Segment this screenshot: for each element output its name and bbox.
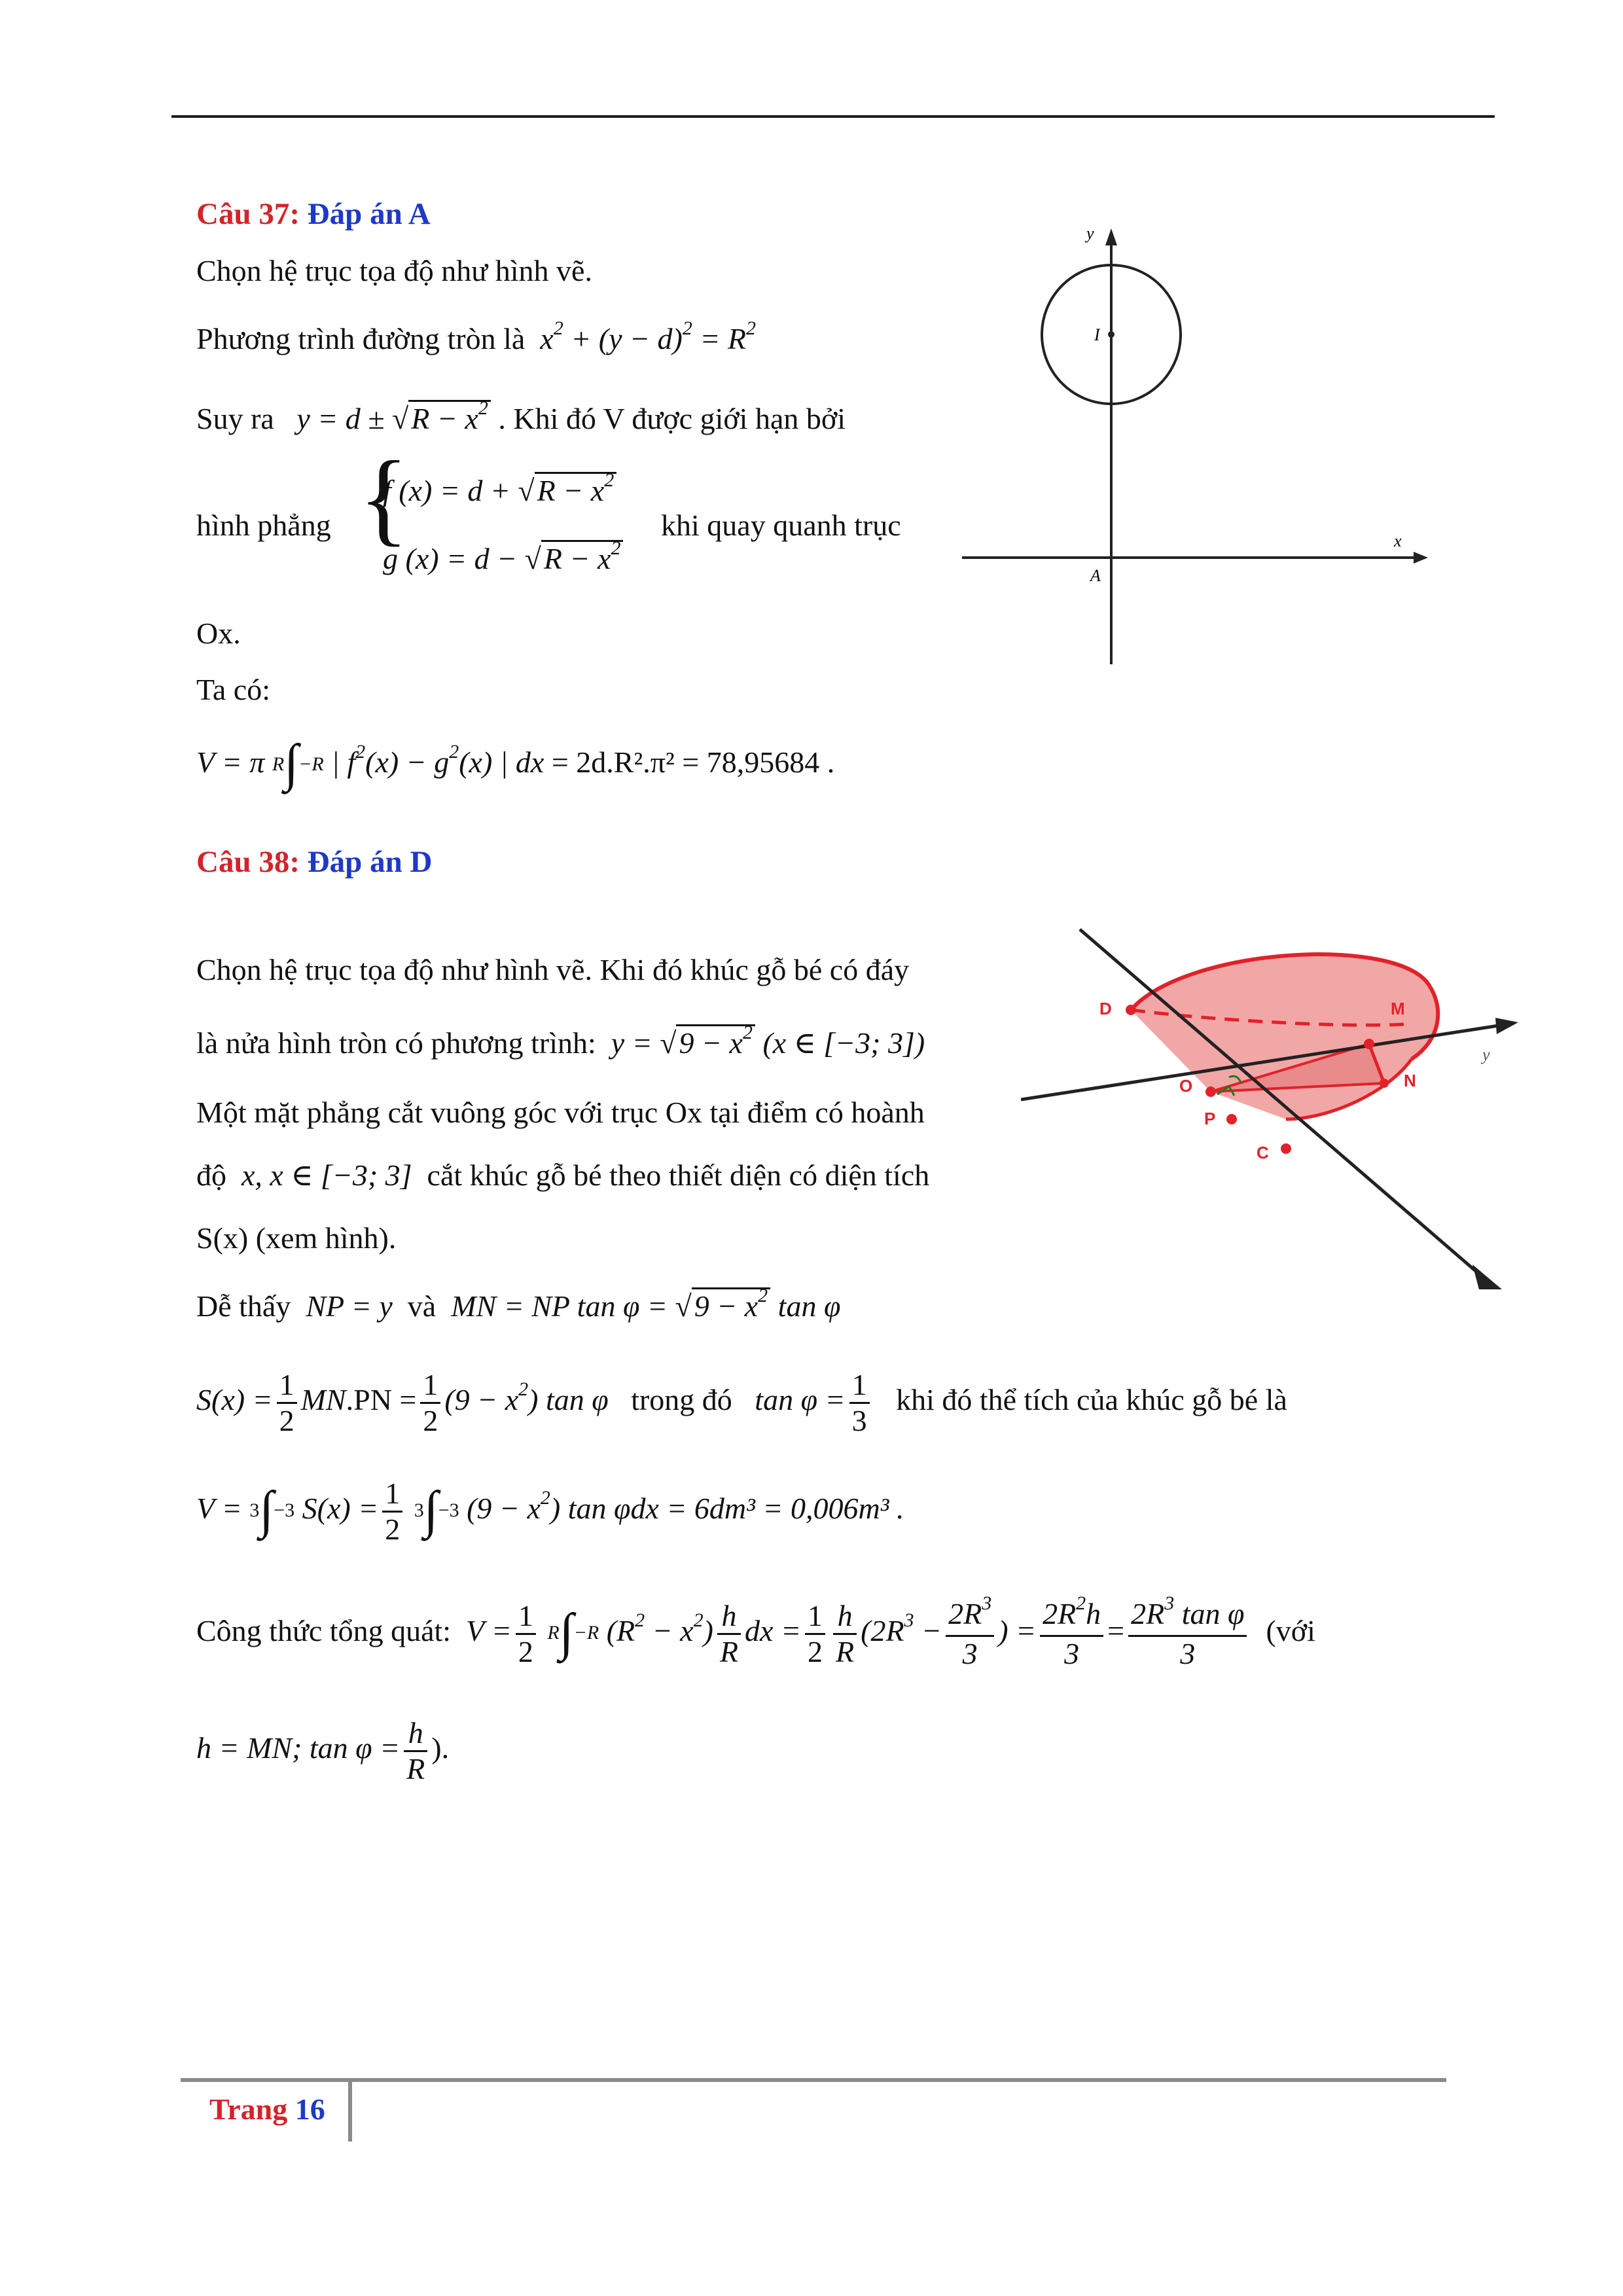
footer-label: Trang <box>209 2092 288 2126</box>
q37-line4-suffix: khi quay quanh trục <box>661 509 901 542</box>
q37-x-arrow-icon <box>1414 552 1428 564</box>
q38-general-formula: Công thức tổng quát: V = $\frac{1}{2}$ R∫−R $(R^2 - x^2)$ $\frac{h}{R}$ dx = $\frac{1}{2}$ $\frac{h}{R}$ ($2R^3$ − $\frac{2R^3}{3}$ ) = $\frac{2R^2h}{3}$ = $\frac{2R^3 \tan \varphi}{3}$ (với <box>196 1592 1315 1670</box>
q38-line9-suffix: (với <box>1266 1614 1315 1648</box>
q38-heading <box>196 844 432 880</box>
q37-heading-answer: Đáp án A <box>307 197 431 231</box>
q37-line3-suffix: . Khi đó V được giới hạn bởi <box>498 402 846 435</box>
q38-line3: Một mặt phẳng cắt vuông góc với trục Ox tại điểm có hoành <box>196 1096 925 1129</box>
q37-label-A: A <box>1090 566 1101 585</box>
q38-point-D <box>1126 1005 1136 1015</box>
q38-np-equation: NP = y <box>298 1289 401 1323</box>
q37-line3-prefix: Suy ra <box>196 402 274 435</box>
q38-label-D: D <box>1099 999 1112 1018</box>
q37-y-equation: $y = d \pm √R - x^2$ <box>281 400 491 435</box>
q38-heading-answer: Đáp án D <box>307 845 433 879</box>
q37-heading <box>196 196 431 232</box>
q37-line1: Chọn hệ trục tọa độ như hình vẽ. <box>196 254 592 287</box>
q38-y-arrow-icon <box>1495 1018 1518 1034</box>
q37-line3 <box>196 397 846 441</box>
q37-center-point <box>1108 331 1115 338</box>
q37-line2-text: Phương trình đường tròn là <box>196 322 526 355</box>
footer-page-number: 16 <box>294 2092 325 2126</box>
q38-line2 <box>196 1022 925 1066</box>
q38-semicircle-equation: $y = √9 - x^2$ (x ∈ [−3; 3]) <box>603 1022 925 1060</box>
q37-line6: Ta có: <box>196 673 271 706</box>
footer-rule <box>181 2078 1446 2082</box>
q38-line4 <box>196 1157 929 1194</box>
q37-line4-prefix: hình phẳng <box>196 509 331 542</box>
q37-label-y: y <box>1086 224 1094 243</box>
q38-line10: h = MN; tan φ = $\frac{h}{R}$ ). <box>196 1716 450 1785</box>
q38-line5: S(x) (xem hình). <box>196 1221 397 1255</box>
q37-coordinate-figure <box>962 219 1433 664</box>
q38-line4-suffix: cắt khúc gỗ bé theo thiết diện có diện tích <box>427 1158 930 1192</box>
q37-label-x: x <box>1394 531 1402 550</box>
q38-x-range: x, x ∈ [−3; 3] <box>234 1158 420 1192</box>
q38-volume-result: = 6dm³ = 0,006m³ . <box>666 1492 904 1526</box>
footer-divider <box>348 2081 352 2142</box>
q37-heading-number: Câu 37: <box>196 197 300 231</box>
q38-point-C <box>1281 1143 1291 1154</box>
q38-label-C: C <box>1257 1143 1269 1162</box>
q38-label-P: P <box>1204 1109 1216 1128</box>
q37-g-equation: g $(x) = d - √R - x^2$ <box>383 541 623 581</box>
q38-heading-number: Câu 38: <box>196 845 300 879</box>
q38-line2-prefix: là nửa hình tròn có phương trình: <box>196 1026 596 1060</box>
q37-f-equation: f $(x) = d + √R - x^2$ <box>383 473 616 513</box>
q37-line5: Ox. <box>196 617 241 650</box>
q38-line6-prefix: Dễ thấy <box>196 1289 291 1323</box>
q37-volume-result: = 2d.R².π² = 78,95684 . <box>551 745 835 779</box>
q38-line9-prefix: Công thức tổng quát: <box>196 1614 452 1648</box>
q38-volume-formula: V = 3∫−3 S(x) = $\frac{1}{2}$ 3∫−3 $(9 - x^2)$ tan φdx = 6dm³ = 0,006m³ . <box>196 1477 904 1546</box>
q38-mn-equation: MN = NP $\tan \varphi = √9 - x^2$ tan φ <box>443 1285 841 1323</box>
q38-point-P <box>1226 1114 1237 1124</box>
q38-point-O <box>1205 1086 1216 1097</box>
q37-y-arrow-icon <box>1105 228 1117 245</box>
q37-system-brace: { <box>359 439 409 556</box>
q38-solid-figure <box>1021 923 1531 1296</box>
q38-point-N <box>1380 1079 1389 1088</box>
q38-line1: Chọn hệ trục tọa độ như hình vẽ. Khi đó khúc gỗ bé có đáy <box>196 953 910 986</box>
q37-line2 <box>196 317 756 361</box>
q38-label-M: M <box>1391 999 1405 1018</box>
page-footer <box>209 2092 325 2126</box>
q38-label-y: y <box>1482 1045 1490 1064</box>
q38-line6-mid: và <box>407 1289 437 1323</box>
q38-point-M <box>1364 1039 1374 1049</box>
q37-volume-formula: V = π R∫−R | $f^2(x) - g^2(x)$ | dx = 2d.R².π² = 78,95684 . <box>196 734 835 793</box>
header-rule <box>171 115 1495 118</box>
q38-x-arrow-icon <box>1472 1265 1502 1289</box>
q38-line7: S(x) = $\frac{1}{2}$ MN.PN = $\frac{1}{2}$ $(9 - x^2)$ tan φ trong đó tan φ = $\frac{1}{3}$ khi đó thể tích của khúc gỗ bé là <box>196 1368 1287 1437</box>
q37-circle-equation: $x^2 + (y - d)^2 = R^2$ <box>532 317 756 355</box>
q38-line7-suffix: khi đó thể tích của khúc gỗ bé là <box>896 1383 1287 1417</box>
q38-line7-mid: trong đó <box>631 1383 732 1417</box>
q38-line4-prefix: độ <box>196 1158 226 1192</box>
q38-line6 <box>196 1285 841 1329</box>
q38-label-O: O <box>1179 1076 1193 1096</box>
q38-label-N: N <box>1404 1071 1416 1090</box>
q37-label-I: I <box>1094 325 1100 344</box>
